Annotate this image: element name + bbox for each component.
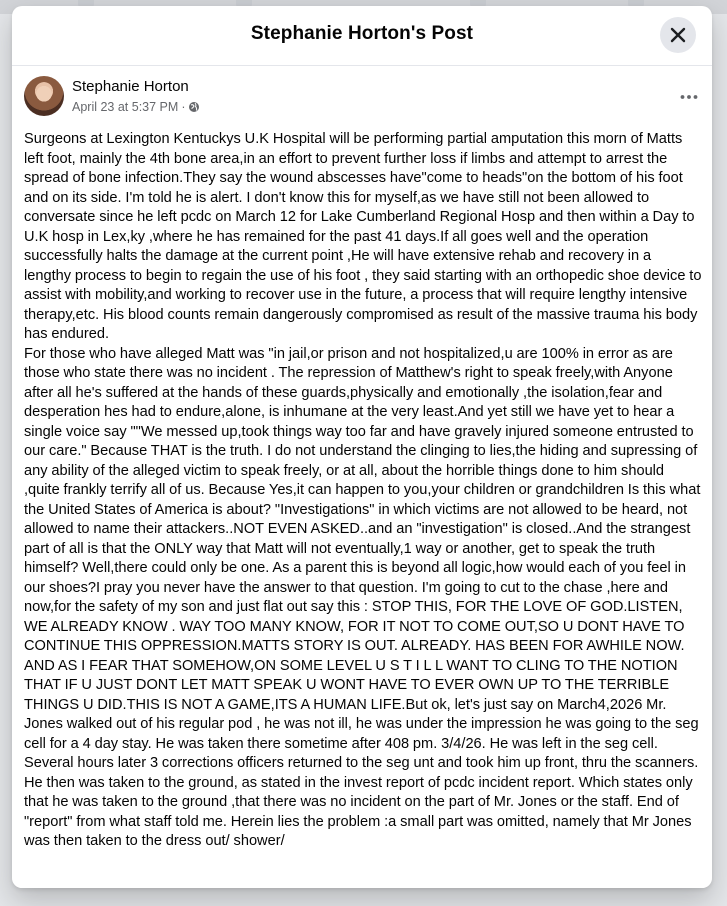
post-dialog (12, 6, 712, 888)
more-options-button[interactable] (674, 82, 704, 112)
close-icon (660, 17, 696, 53)
post-date[interactable]: April 23 at 5:37 PM (72, 100, 179, 114)
close-button[interactable] (660, 17, 696, 53)
dialog-header (12, 6, 712, 66)
avatar[interactable] (24, 76, 64, 116)
post-paragraph: For those who have alleged Matt was "in jail,or prison and not hospitalized,u are 100% in error as are those who state there was no incident . The repression of Matthew's right to speak freely,with Anyone after all he's suffered at the hands of these guards,physically and emotionally ,the isolation,fear and desperation hes had to endure,alone, is inhumane at the very least.And yet still we have yet to hear a single voice say ""We messed up,took things way too far and have gravely injured someone entrusted to our care." Because THAT is the truth. I do not understand the clinging to lies,the hiding and supressing of any ability of the alleged victim to speak freely, or at all, about the horrible things done to him should ,quite frankly terrify all of us. Because Yes,it can happen to you,your children or grandchildren Is this what the United States of America is about? "Investigations" in which victims are not allowed to be heard, not allowed to name their attackers..NOT EVEN ASKED..and an "investigation" is closed..And the strangest part of all is that the ONLY way that Matt will not eventually,1 way or another, get to speak the truth himself? Well,there could only be one. As a parent this is beyond all logic,how would each of you feel in our shoes?I pray you never have the answer to that question. I'm going to cut to the chase ,here and now,for the safety of my son and just flat out say this : STOP THIS, FOR THE LOVE OF GOD.LISTEN, WE ALREADY KNOW . WAY TOO MANY KNOW, FOR IT NOT TO COME OUT,SO U DONT HAVE TO CONTINUE THIS OPPRESSION.MATTS STORY IS OUT. ALREADY. HAS BEEN FOR AWHILE NOW. AND AS I FEAR THAT SOMEHOW,ON SOME LEVEL U S T I L L WANT TO CLING TO THE NOTION THAT IF U JUST DONT LET MATT SPEAK U WONT HAVE TO EVER OWN UP TO THE TERRIBLE THINGS U DID.THIS IS NOT A GAME,ITS A HUMAN LIFE.But ok, let's just say on March4,2026 Mr. Jones walked out of his regular pod , he was not ill, he was under the impression he was going to the seg cell for a 4 day stay. He was taken there sometime after 408 pm. 3/4/26. He was left in the seg cell. Several hours later 3 corrections officers returned to the seg unt and took him up front, thru the scanners. He then was taken to the ground, as stated in the invest report of pcdc incident report. Which states only that he was taken to the ground ,that there was no incident on the part of Mr. Jones or the staff. End of "report" from what staff told me. Herein lies the problem :a small part was omitted, namely that Mr Jones was then taken to the dress out/ shower/ (24, 345, 701, 849)
dialog-title: Stephanie Horton's Post (250, 23, 474, 44)
content-fade (12, 870, 712, 888)
post-meta (72, 100, 200, 114)
more-options-icon (674, 82, 704, 112)
meta-separator: · (181, 100, 186, 114)
globe-icon[interactable] (188, 101, 200, 113)
avatar-face (33, 83, 55, 107)
post-paragraph: Surgeons at Lexington Kentuckys U.K Hospital will be performing partial amputation this morn of Matts left foot, mainly the 4th bone area,in an effort to prevent further loss if limbs and attempt to arrest the spread of bone infection.They say the wound abscesses have"come to heads"on the bottom of his foot and on its side. I'm told he is alert. I don't know this for myself,as we have still not been allowed to conversate since he left pcdc on March 12 for Lake Cumberland Regional Hosp and then within a Day to U.K hosp in Lex,ky ,where he has remained for the past 41 days.If all goes well and the operation successfully halts the damage at the current point ,He will have extensive rehab and recovery in a lengthy process to begin to regain the use of his foot , they said starting with an orthopedic shoe device to assist with mobility,and working to recover use in the future, a process that will require lengthy intensive therapy,etc. His blood counts remain dangerously compromised as result of the massive trauma his body has endured. (24, 131, 702, 342)
author-name[interactable]: Stephanie Horton (72, 78, 189, 95)
post-header (24, 76, 700, 120)
post-body (24, 130, 702, 882)
